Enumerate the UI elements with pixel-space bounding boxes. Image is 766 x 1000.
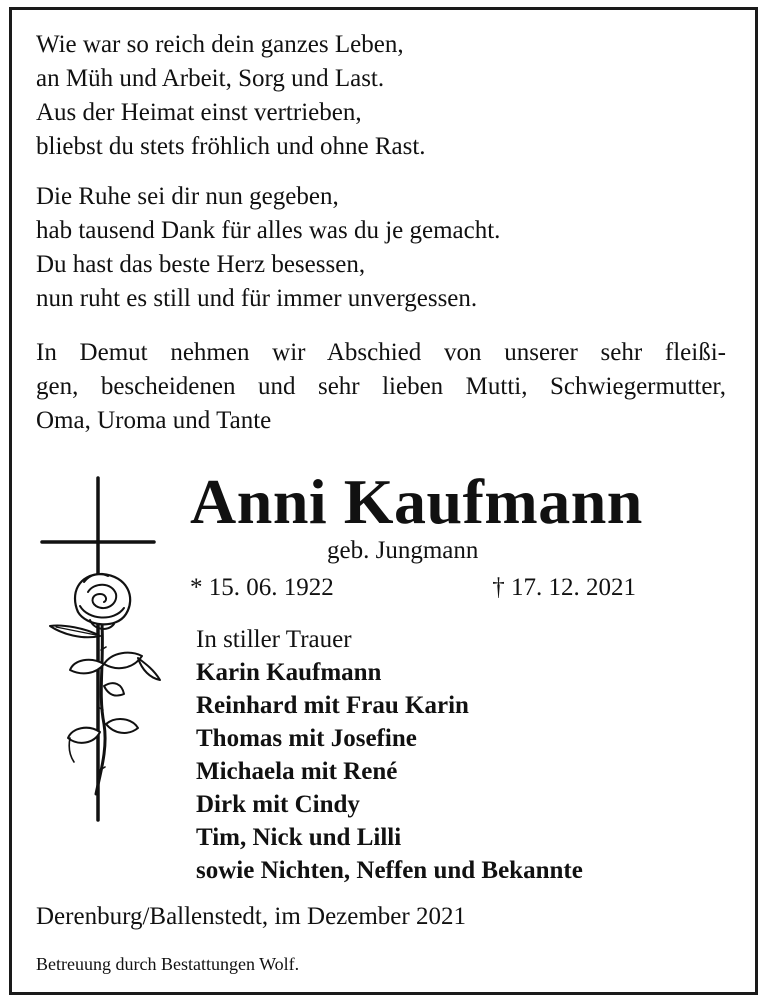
mourner-name: Karin Kaufmann [196, 659, 382, 686]
intro-line: Oma, Uroma und Tante [36, 407, 272, 434]
mourners-heading: In stiller Trauer [196, 626, 352, 653]
poem-line: an Müh und Arbeit, Sorg und Last. [36, 65, 385, 92]
poem-line: Aus der Heimat einst vertrieben, [36, 99, 362, 126]
mourners-list [196, 623, 583, 887]
deceased-name: Anni Kaufmann [190, 466, 643, 537]
poem-line: Du hast das beste Herz besessen, [36, 251, 366, 278]
place-and-date: Derenburg/Ballenstedt, im Dezember 2021 [36, 903, 466, 930]
cross-with-rose-icon [38, 474, 164, 824]
mourner-name: Michaela mit René [196, 758, 398, 785]
poem-line: nun ruht es still und für immer unvergessen. [36, 285, 478, 312]
birth-name: geb. Jungmann [327, 537, 479, 564]
mourner-name: Dirk mit Cindy [196, 791, 360, 818]
mourner-name: Reinhard mit Frau Karin [196, 692, 469, 719]
obituary-notice [9, 7, 758, 995]
funeral-home-note: Betreuung durch Bestattungen Wolf. [36, 954, 300, 974]
birth-date: * 15. 06. 1922 [190, 574, 334, 601]
mourner-name: Tim, Nick und Lilli [196, 824, 402, 851]
intro-line: In Demut nehmen wir Abschied von unserer sehr fleißi- [36, 339, 726, 366]
farewell-intro [36, 336, 726, 438]
poem-line: bliebst du stets fröhlich und ohne Rast. [36, 133, 426, 160]
poem-line: Wie war so reich dein ganzes Leben, [36, 31, 404, 58]
poem-line: hab tausend Dank für alles was du je gemacht. [36, 217, 501, 244]
intro-line: gen, bescheidenen und sehr lieben Mutti, Schwiegermutter, [36, 373, 726, 400]
mourner-name: Thomas mit Josefine [196, 725, 417, 752]
death-date: † 17. 12. 2021 [492, 574, 636, 601]
poem-line: Die Ruhe sei dir nun gegeben, [36, 183, 339, 210]
mourner-name: sowie Nichten, Neffen und Bekannte [196, 857, 583, 884]
